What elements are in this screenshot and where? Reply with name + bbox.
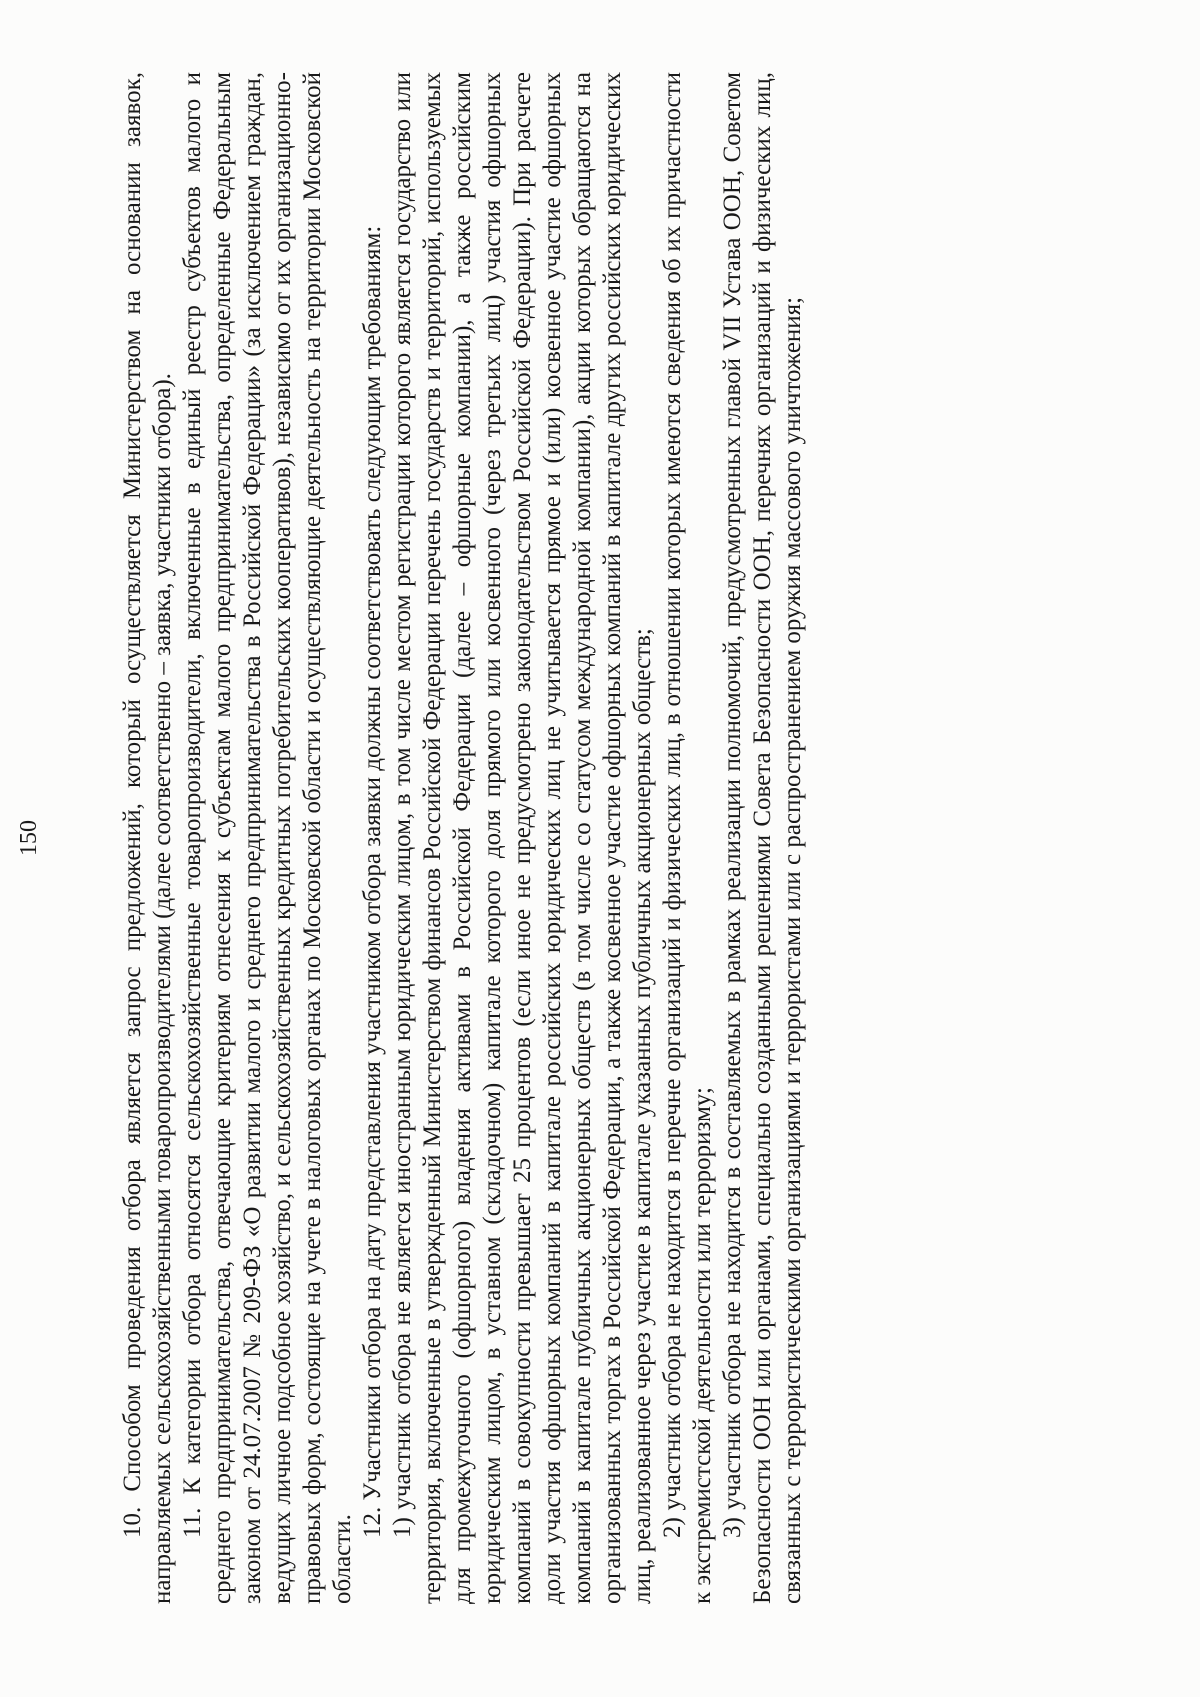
rotated-text-block: [16, 72, 808, 1604]
paragraph-11: 11. К категории отбора относятся сельскохозяйственные товаропроизводители, включенные в единый реестр субъектов малого и среднего предпринимательства, отвечающие критериям отнесения к субъектам малого предпринимательства, определенные Федеральным законом от 24.07.2007 № 209-ФЗ «О развитии малого и среднего предпринимательства в Российской Федерации» (за исключением граждан, ведущих личное подсобное хозяйство, и сельскохозяйственных кредитных потребительских кооперативов), независимо от их организационно-правовых форм, состоящие на учете в налоговых органах по Московской области и осуществляющие деятельность на территории Московской области.: [179, 72, 356, 1604]
paragraph-12: 12. Участники отбора на дату представления участником отбора заявки должны соответствовать следующим требованиям:: [359, 225, 386, 1538]
page-number: 150: [16, 820, 42, 856]
requirement-3: 3) участник отбора не находится в составляемых в рамках реализации полномочий, предусмотренных главой VII Устава ООН, Советом Безопасности ООН или органами, специально созданными решениями Совета Безопасности ООН, перечнях организаций и физических лиц, связанных с террористическими организациями и террористами или с распространением оружия массового уничтожения;: [719, 72, 806, 1604]
paragraph-10: 10. Способом проведения отбора является запрос предложений, который осуществляется Министерством на основании заявок, направляемых сельскохозяйственными товаропроизводителями (далее соответственно – заявка, участники отбора).: [119, 72, 176, 1604]
requirement-1: 1) участник отбора не является иностранным юридическим лицом, в том числе местом регистрации которого является государство или территория, включенные в утвержденный Министерством финансов Российской Федерации перечень государств и территорий, используемых для промежуточного (офшорного) владения активами в Российской Федерации (далее – офшорные компании), а также российским юридическим лицом, в уставном (складочном) капитале которого доля прямого или косвенного (через третьих лиц) участия офшорных компаний в совокупности превышает 25 процентов (если иное не предусмотрено законодательством Российской Федерации). При расчете доли участия офшорных компаний в капитале российских юридических лиц не учитывается прямое и (или) косвенное участие офшорных компаний в капитале публичных акционерных обществ (в том числе со статусом международной компании), акции которых обращаются на организованных торгах в Российской Федерации, а также косвенное участие офшорных компаний в капитале других российских юридических лиц, реализованное через участие в капитале указанных публичных акционерных обществ;: [389, 72, 656, 1604]
requirement-2: 2) участник отбора не находится в перечне организаций и физических лиц, в отношении которых имеются сведения об их причастности к экстремистской деятельности или терроризму;: [659, 72, 716, 1604]
